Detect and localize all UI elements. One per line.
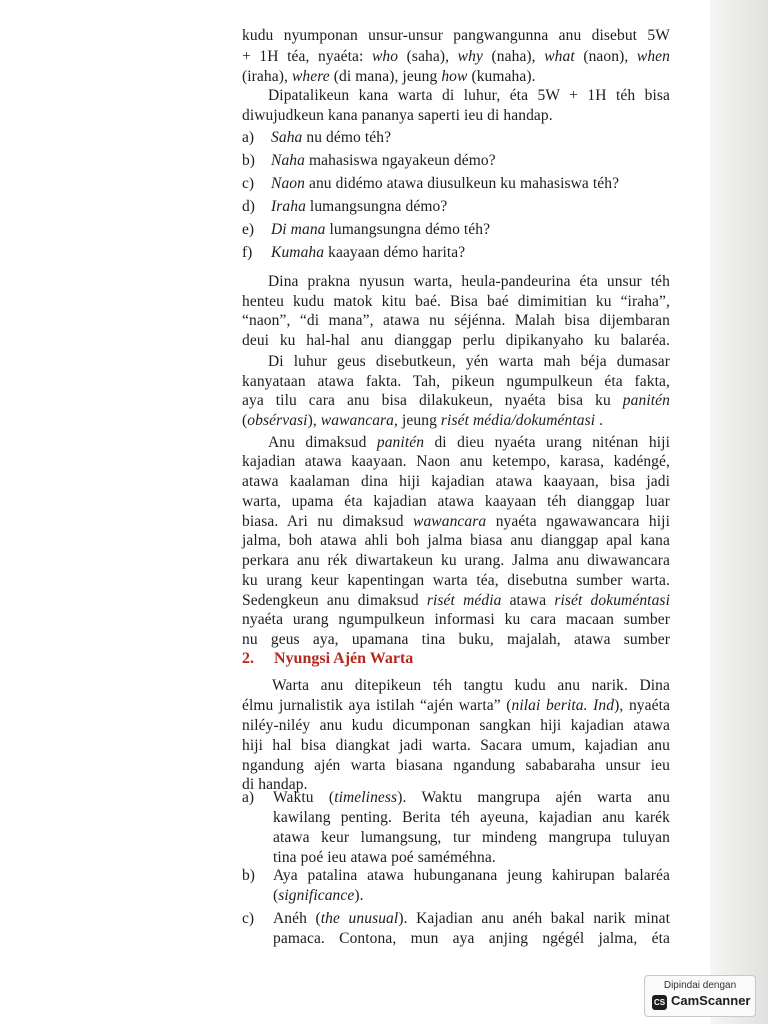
scanner-caption: Dipindai dengan [663,980,737,991]
list-label: e) [242,221,255,238]
text-line: nyaéta urang ngumpulkeun informasi ku cara macaan sumber [242,611,670,628]
list-label: a) [242,789,255,806]
italic-term: Naha [271,152,305,169]
italic-term: when [636,48,671,65]
italic-term: timeliness [334,789,398,806]
text-line: perkara anu rék diwartakeun ku urang. Jalma anu diwawancara [242,552,670,569]
text-line: kawilang penting. Berita téh ayeuna, kajadian anu karék [273,809,670,826]
text-line: hiji hal bisa diangkat jadi warta. Sacara umum, kajadian anu [242,737,670,754]
italic-term: Iraha [271,198,306,215]
list-label: d) [242,198,255,215]
text-line: nu geus aya, upamana tina buku, majalah, atawa sumber [242,631,670,648]
text-line: ku urang keur kapentingan warta téa, disebutna sumber warta. [242,572,670,589]
text-line: Sedengkeun anu dimaksud risét média atawa risét dokuméntasi [242,592,670,609]
scanner-brand: CamScanner [671,993,751,1008]
italic-term: obsérvasi [247,412,308,429]
text-line: pamaca. Contona, mun aya anjing ngégél jalma, éta [273,930,670,947]
list-label: f) [242,244,253,261]
text-line: (iraha), where (di mana), jeung how (kumaha). [242,68,536,85]
italic-term: why [457,48,483,65]
italic-term: Naon [271,175,305,192]
scanner-badge [644,975,756,1017]
text-line: + 1H téa, nyaéta: who (saha), why (naha), what (naon), when [242,48,671,65]
text-line: kanyataan atawa fakta. Tah, pikeun ngumpulkeun éta fakta, [242,373,670,390]
text-line: Anu dimaksud panitén di dieu nyaéta urang niténan hiji [268,434,670,451]
text-line: di handap. [242,776,308,793]
italic-term: wawancara [320,412,395,429]
list-label: b) [242,152,255,169]
text-line: Warta anu ditepikeun téh tangtu kudu anu narik. Dina [272,677,670,694]
text-line: Dina prakna nyusun warta, heula-pandeurina éta unsur téh [268,273,670,290]
text-line: warta, upama éta kajadian atawa kaayaan téh dianggap luar [242,493,670,510]
text-line: (obsérvasi), wawancara, jeung risét média/dokuméntasi . [242,412,604,429]
list-label: c) [242,910,255,927]
list-text: Saha nu démo téh? [271,129,392,146]
list-label: b) [242,867,255,884]
italic-term: risét média [426,592,502,609]
text-line: biasa. Ari nu dimaksud wawancara nyaéta ngawawancara hiji [242,513,670,530]
section-heading [242,648,413,670]
italic-term: panitén [622,392,670,409]
text-line: niléy-niléy anu kudu dicumponan sangkan hiji kajadian atawa [242,717,670,734]
italic-term: risét dokuméntasi [554,592,670,609]
italic-term: Saha [271,129,303,146]
italic-term: what [544,48,575,65]
text-line: Dipatalikeun kana warta di luhur, éta 5W + 1H téh bisa [268,87,670,104]
text-line: ngandung ajén warta biasana ngandung sababaraha unsur ieu [242,757,670,774]
text-line: atawa keur lumangsung, tur mindeng mangrupa tuluyan [273,829,670,846]
italic-term: where [291,68,330,85]
list-text: Naon anu didémo atawa diusulkeun ku mahasiswa téh? [271,175,620,192]
text-line: tina poé ieu atawa poé saméméhna. [273,849,496,866]
italic-term: the unusual [320,910,399,927]
text-line: kajadian atawa kaayaan. Naon anu ketempo, karasa, kadéngé, [242,453,670,470]
text-line: henteu kudu matok kitu baé. Bisa baé dimimitian ku “iraha”, [242,293,670,310]
text-line: élmu jurnalistik aya istilah “ajén warta” (nilai berita. Ind), nyaéta [242,697,670,714]
text-line: Di luhur geus disebutkeun, yén warta mah béja dumasar [268,353,670,370]
italic-term: panitén [376,434,425,451]
text-line: Aya patalina atawa hubunganana jeung kahirupan balaréa [273,867,670,884]
list-text: Iraha lumangsungna démo? [271,198,448,215]
section-number: 2. [242,650,254,667]
section-title: Nyungsi Ajén Warta [274,650,414,667]
list-text: Kumaha kaayaan démo harita? [271,244,466,261]
italic-term: wawancara [413,513,487,530]
text-line: jalma, boh atawa ahli boh jalma biasa anu dianggap apal kana [242,532,670,549]
text-line: “naon”, “di mana”, atawa nu séjénna. Malah bisa dijembaran [242,312,670,329]
italic-term: Di mana [271,221,326,238]
list-text: Di mana lumangsungna démo téh? [271,221,491,238]
italic-term: who [371,48,399,65]
text-line: atawa kaalaman dina hiji kajadian atawa kaayaan, bisa jadi [242,473,670,490]
italic-term: how [441,68,468,85]
text-line: Anéh (the unusual). Kajadian anu anéh bakal narik minat [273,910,671,927]
italic-term: significance [278,887,355,904]
list-label: a) [242,129,255,146]
list-text: Naha mahasiswa ngayakeun démo? [271,152,496,169]
text-line: Waktu (timeliness). Waktu mangrupa ajén warta anu [273,789,671,806]
text-line: aya tilu cara anu bisa dilakukeun, nyaéta bisa ku panitén [242,392,670,409]
text-line: kudu nyumponan unsur-unsur pangwangunna anu disebut 5W [242,27,670,44]
italic-term: risét média/dokuméntasi [440,412,596,429]
text-line: diwujudkeun kana pananya saperti ieu di handap. [242,107,553,124]
text-line: deui ku hal-hal anu dianggap perlu dipikanyaho ku balaréa. [242,332,670,349]
italic-term: nilai berita. Ind [511,697,615,714]
italic-term: Kumaha [271,244,325,261]
list-label: c) [242,175,255,192]
text-line: (significance). [273,887,364,904]
camscanner-logo-icon: CS [652,995,667,1010]
